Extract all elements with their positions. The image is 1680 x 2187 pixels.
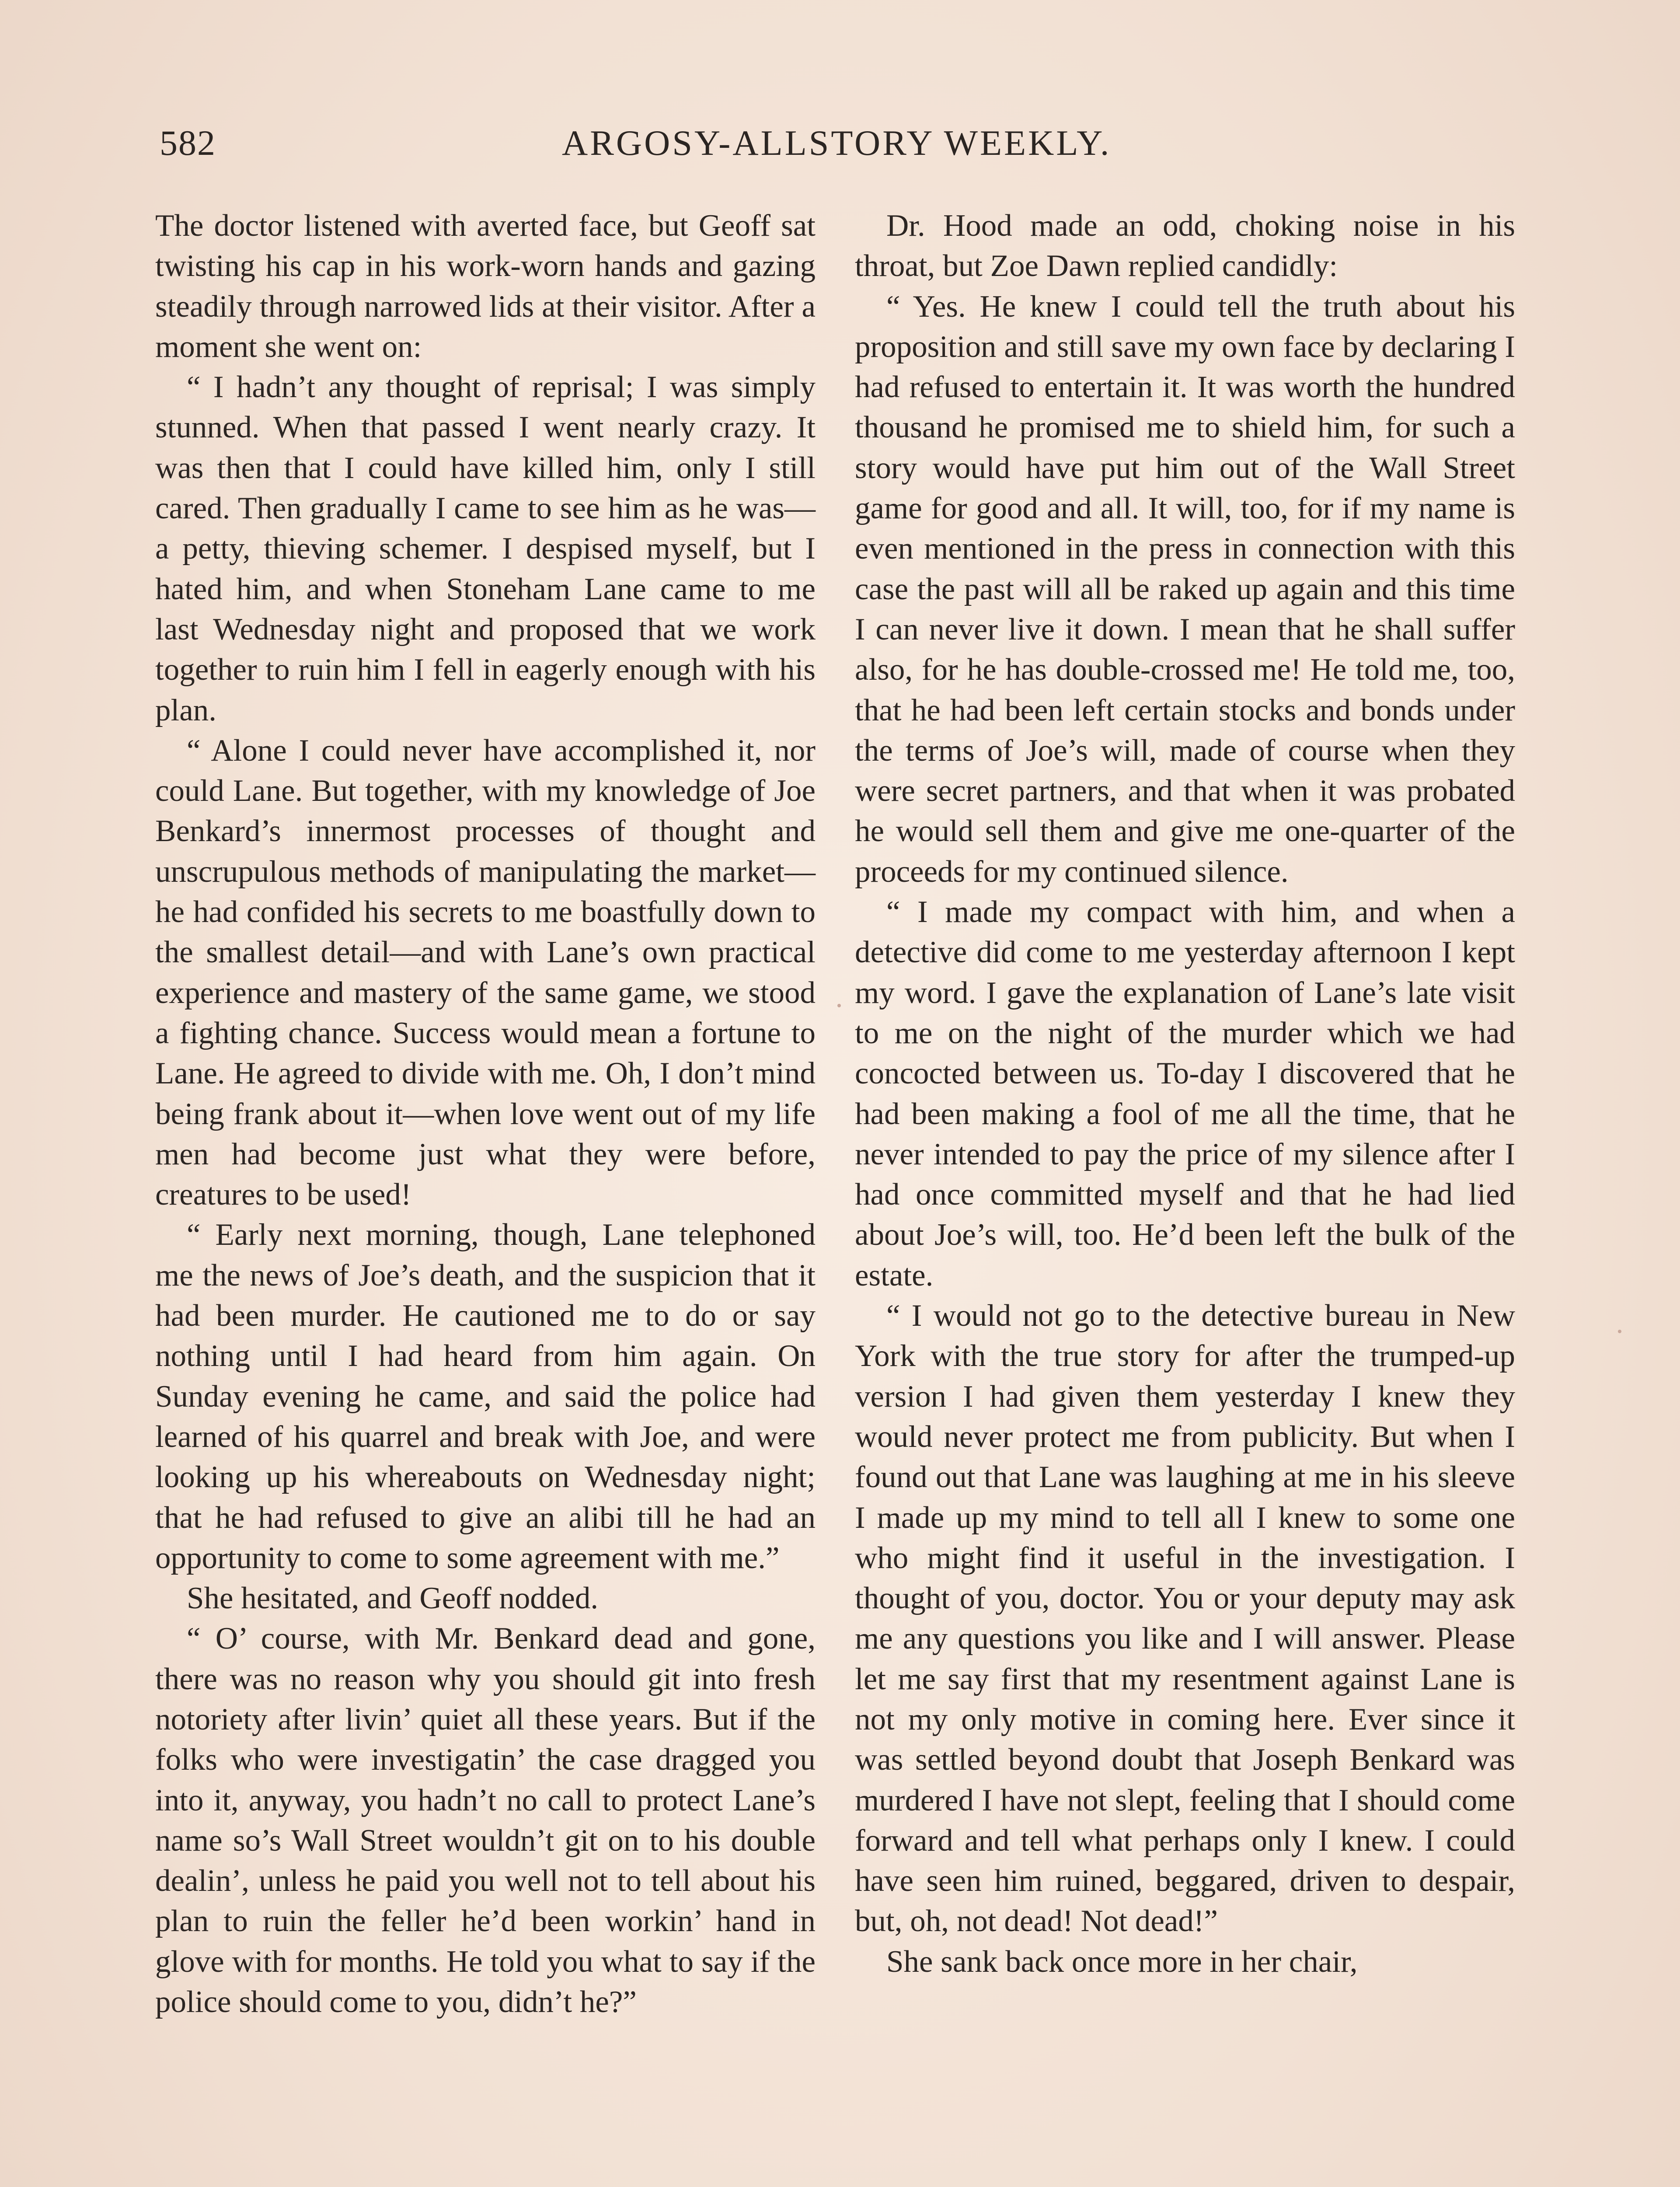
- left-column: [155, 206, 816, 2022]
- paragraph: Dr. Hood made an odd, choking noise in his throat, but Zoe Dawn replied candidly:: [855, 209, 1515, 283]
- paragraph: “ Alone I could never have accomplished it, nor could Lane. But together, with my knowledge of Joe Benkard’s innermost processes of thought and unscrupulous methods of manipulating the market—he had confided his secrets to me boastfully down to the smallest detail—and with Lane’s own practical experience and mastery of the same game, we stood a fighting chance. Success would mean a fortune to Lane. He agreed to divide with me. Oh, I don’t mind being frank about it—when love went out of my life men had become just what they were before, creatures to be used!: [155, 733, 816, 1212]
- paragraph: “ O’ course, with Mr. Benkard dead and gone, there was no reason why you should git into fresh notoriety after livin’ quiet all these years. But if the folks who were investigatin’ the case dragged you into it, anyway, you hadn’t no call to protect Lane’s name so’s Wall Street wouldn’t git on to his double dealin’, unless he paid you well not to tell about his plan to ruin the feller he’d been workin’ hand in glove with for months. He told you what to say if the police should come to you, didn’t he?”: [155, 1621, 816, 2019]
- paragraph: “ I made my compact with him, and when a detective did come to me yesterday afternoon I kept my word. I gave the explanation of Lane’s late visit to me on the night of the murder which we had concocted between us. To-day I discovered that he had been making a fool of me all the time, that he never intended to pay the price of my silence after I had once committed myself and that he had lied about Joe’s will, too. He’d been left the bulk of the estate.: [855, 895, 1515, 1293]
- paper-speck: [1618, 1330, 1621, 1333]
- paragraph: “ Early next morning, though, Lane telephoned me the news of Joe’s death, and the suspicion that it had been murder. He cautioned me to do or say nothing until I had heard from him again. On Sunday evening he came, and said the police had learned of his quarrel and break with Joe, and were looking up his whereabouts on Wednesday night; that he had refused to give an alibi till he had an opportunity to come to some agreement with me.”: [155, 1218, 816, 1575]
- right-column: [855, 206, 1515, 1982]
- paragraph: “ I would not go to the detective bureau in New York with the true story for after the trumped-up version I had given them yesterday I knew they would never protect me from publicity. But when I found out that Lane was laughing at me in his sleeve I made up my mind to tell all I knew to some one who might find it useful in the investigation. I thought of you, doctor. You or your deputy may ask me any questions you like and I will answer. Please let me say first that my resentment against Lane is not my only motive in coming here. Ever since it was settled beyond doubt that Joseph Benkard was murdered I have not slept, feeling that I should come forward and tell what perhaps only I knew. I could have seen him ruined, beggared, driven to despair, but, oh, not dead! Not dead!”: [855, 1299, 1515, 1939]
- paragraph: She sank back once more in her chair,: [886, 1944, 1358, 1979]
- page-number: 582: [160, 123, 216, 163]
- paper-speck: [837, 1004, 841, 1007]
- paragraph: “ I hadn’t any thought of reprisal; I was simply stunned. When that passed I went nearly crazy. It was then that I could have killed him, only I still cared. Then gradually I came to see him as he was—a petty, thieving schemer. I despised myself, but I hated him, and when Stoneham Lane came to me last Wednesday night and proposed that we work together to ruin him I fell in eagerly enough with his plan.: [155, 370, 816, 727]
- running-title: ARGOSY-ALLSTORY WEEKLY.: [562, 123, 1112, 163]
- paragraph: The doctor listened with averted face, but Geoff sat twisting his cap in his work-worn hands and gazing steadily through narrowed lids at their visitor. After a moment she went on:: [155, 209, 816, 364]
- paragraph: She hesitated, and Geoff nodded.: [187, 1581, 599, 1616]
- page-header: [160, 122, 1528, 175]
- paragraph: “ Yes. He knew I could tell the truth about his proposition and still save my own face by declaring I had refused to entertain it. It was worth the hundred thousand he promised me to shield him, for such a story would have put him out of the Wall Street game for good and all. It will, too, for if my name is even mentioned in the press in connection with this case the past will all be raked up again and this time I can never live it down. I mean that he shall suffer also, for he has double-crossed me! He told me, too, that he had been left certain stocks and bonds under the terms of Joe’s will, made of course when they were secret partners, and that when it was probated he would sell them and give me one-quarter of the proceeds for my continued silence.: [855, 289, 1515, 889]
